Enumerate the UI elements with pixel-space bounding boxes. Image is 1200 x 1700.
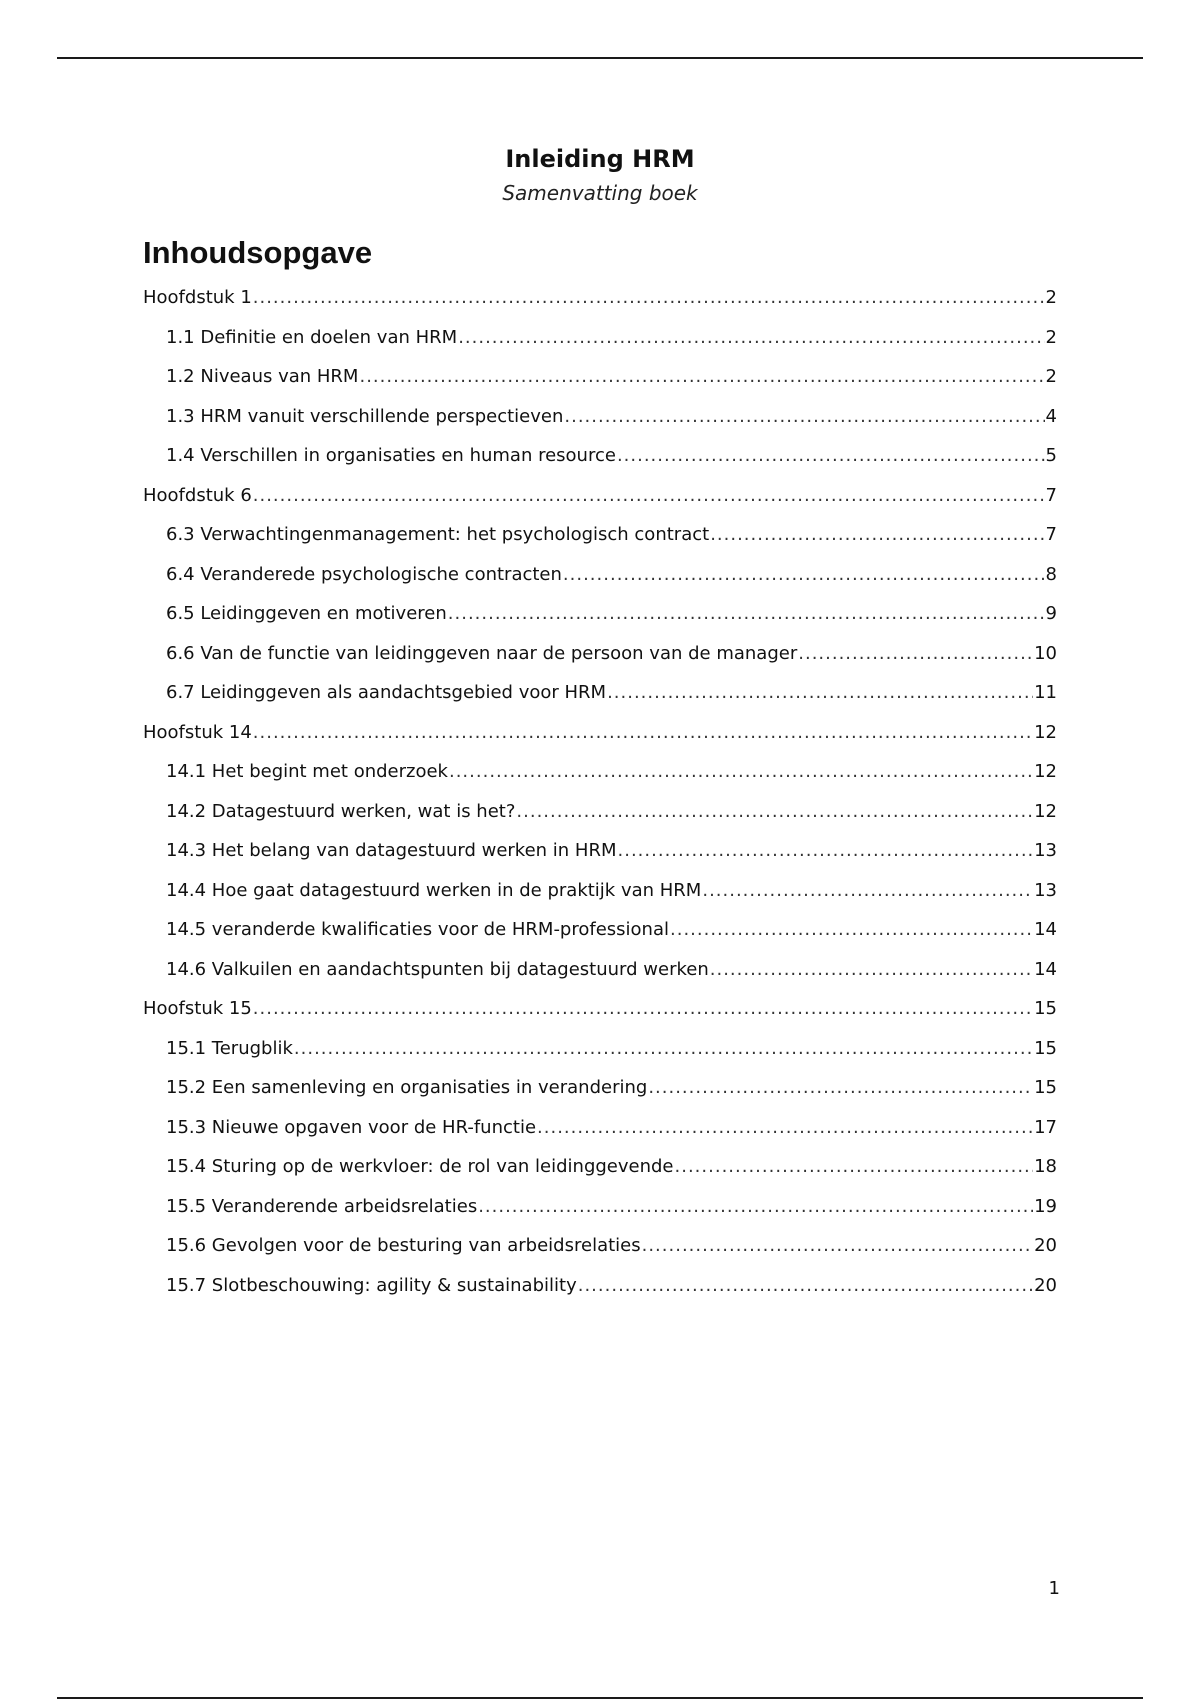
toc-entry-page: 7 bbox=[1045, 524, 1057, 545]
toc-dot-leader bbox=[675, 1156, 1034, 1177]
page-number: 1 bbox=[1048, 1578, 1060, 1599]
toc-entry-page: 18 bbox=[1034, 1156, 1057, 1177]
toc-heading: Inhoudsopgave bbox=[143, 235, 373, 270]
toc-entry-label: Hoofstuk 15 bbox=[143, 998, 252, 1019]
toc-entry-label: Hoofstuk 14 bbox=[143, 721, 252, 743]
toc-section-entry[interactable] bbox=[143, 524, 1057, 564]
toc-dot-leader bbox=[516, 801, 1033, 822]
document-subtitle: Samenvatting boek bbox=[502, 181, 698, 205]
toc-dot-leader bbox=[253, 998, 1033, 1019]
toc-chapter-entry[interactable] bbox=[143, 998, 1057, 1038]
toc-entry-label: 6.4 Veranderede psychologische contracten bbox=[166, 563, 562, 585]
toc-entry-label: 15.7 Slotbeschouwing: agility & sustainability bbox=[166, 1274, 577, 1296]
footer-rule bbox=[57, 1697, 1143, 1699]
toc-entry-label: 6.5 Leidinggeven en motiveren bbox=[166, 603, 447, 624]
toc-entry-label: 1.2 Niveaus van HRM bbox=[166, 366, 359, 387]
toc-entry-page: 9 bbox=[1045, 603, 1057, 624]
toc-entry-label: 15.2 Een samenleving en organisaties in verandering bbox=[166, 1077, 648, 1098]
toc-entry-page: 13 bbox=[1034, 879, 1057, 901]
toc-entry-page: 15 bbox=[1034, 1037, 1057, 1059]
table-of-contents bbox=[143, 287, 1057, 1314]
toc-section-entry[interactable] bbox=[143, 761, 1057, 801]
toc-dot-leader bbox=[253, 287, 1045, 308]
toc-dot-leader bbox=[607, 682, 1033, 703]
toc-entry-label: 15.6 Gevolgen voor de besturing van arbeidsrelaties bbox=[166, 1235, 641, 1256]
toc-entry-label: 6.7 Leidinggeven als aandachtsgebied voor HRM bbox=[166, 682, 607, 703]
toc-entry-label: 14.4 Hoe gaat datagestuurd werken in de praktijk van HRM bbox=[166, 879, 702, 901]
toc-dot-leader bbox=[449, 761, 1033, 782]
toc-entry-page: 12 bbox=[1034, 721, 1057, 743]
toc-entry-page: 2 bbox=[1045, 287, 1057, 308]
toc-section-entry[interactable] bbox=[143, 682, 1057, 722]
toc-dot-leader bbox=[710, 959, 1033, 980]
toc-dot-leader bbox=[253, 722, 1033, 743]
toc-section-entry[interactable] bbox=[143, 1117, 1057, 1157]
toc-entry-page: 14 bbox=[1034, 919, 1057, 940]
toc-dot-leader bbox=[253, 485, 1045, 506]
toc-dot-leader bbox=[642, 1235, 1033, 1256]
toc-chapter-entry[interactable] bbox=[143, 287, 1057, 327]
toc-entry-label: 15.4 Sturing op de werkvloer: de rol van leidinggevende bbox=[166, 1156, 674, 1177]
toc-dot-leader bbox=[294, 1038, 1033, 1059]
toc-dot-leader bbox=[458, 327, 1044, 348]
toc-dot-leader bbox=[563, 564, 1045, 585]
toc-dot-leader bbox=[537, 1117, 1033, 1138]
toc-entry-page: 10 bbox=[1034, 642, 1057, 664]
toc-section-entry[interactable] bbox=[143, 327, 1057, 367]
toc-entry-label: 1.1 Definitie en doelen van HRM bbox=[166, 326, 458, 348]
toc-entry-page: 13 bbox=[1034, 840, 1057, 861]
toc-section-entry[interactable] bbox=[143, 406, 1057, 446]
toc-entry-page: 17 bbox=[1034, 1116, 1057, 1138]
toc-dot-leader bbox=[448, 603, 1045, 624]
toc-entry-page: 2 bbox=[1045, 326, 1057, 348]
toc-section-entry[interactable] bbox=[143, 1156, 1057, 1196]
toc-entry-label: 14.6 Valkuilen en aandachtspunten bij datagestuurd werken bbox=[166, 958, 709, 980]
toc-dot-leader bbox=[564, 406, 1044, 427]
toc-entry-label: 15.1 Terugblik bbox=[166, 1037, 293, 1059]
toc-section-entry[interactable] bbox=[143, 643, 1057, 683]
toc-chapter-entry[interactable] bbox=[143, 722, 1057, 762]
toc-entry-label: 14.3 Het belang van datagestuurd werken in HRM bbox=[166, 840, 617, 861]
toc-entry-page: 2 bbox=[1045, 366, 1057, 387]
toc-section-entry[interactable] bbox=[143, 880, 1057, 920]
toc-dot-leader bbox=[578, 1275, 1033, 1296]
toc-section-entry[interactable] bbox=[143, 840, 1057, 880]
toc-dot-leader bbox=[618, 840, 1034, 861]
toc-entry-page: 14 bbox=[1034, 958, 1057, 980]
toc-entry-label: Hoofdstuk 6 bbox=[143, 484, 252, 506]
toc-entry-page: 20 bbox=[1034, 1274, 1057, 1296]
toc-section-entry[interactable] bbox=[143, 1235, 1057, 1275]
toc-dot-leader bbox=[702, 880, 1033, 901]
header-rule bbox=[57, 57, 1143, 59]
toc-dot-leader bbox=[710, 524, 1044, 545]
toc-entry-page: 8 bbox=[1045, 563, 1057, 585]
toc-entry-page: 20 bbox=[1034, 1235, 1057, 1256]
toc-entry-page: 15 bbox=[1034, 998, 1057, 1019]
toc-dot-leader bbox=[617, 445, 1045, 466]
toc-entry-label: 6.3 Verwachtingenmanagement: het psychologisch contract bbox=[166, 524, 710, 545]
document-title: Inleiding HRM bbox=[505, 145, 695, 173]
toc-entry-label: Hoofdstuk 1 bbox=[143, 287, 252, 308]
toc-section-entry[interactable] bbox=[143, 603, 1057, 643]
toc-dot-leader bbox=[478, 1196, 1033, 1217]
toc-entry-page: 7 bbox=[1045, 484, 1057, 506]
toc-section-entry[interactable] bbox=[143, 919, 1057, 959]
toc-entry-label: 1.3 HRM vanuit verschillende perspectieven bbox=[166, 405, 564, 427]
toc-entry-label: 14.5 veranderde kwalificaties voor de HRM-professional bbox=[166, 919, 669, 940]
toc-entry-label: 15.3 Nieuwe opgaven voor de HR-functie bbox=[166, 1116, 537, 1138]
toc-section-entry[interactable] bbox=[143, 366, 1057, 406]
toc-section-entry[interactable] bbox=[143, 1038, 1057, 1078]
toc-entry-label: 14.2 Datagestuurd werken, wat is het? bbox=[166, 800, 516, 822]
toc-entry-label: 15.5 Veranderende arbeidsrelaties bbox=[166, 1195, 478, 1217]
toc-entry-page: 12 bbox=[1034, 761, 1057, 782]
toc-section-entry[interactable] bbox=[143, 445, 1057, 485]
toc-section-entry[interactable] bbox=[143, 564, 1057, 604]
toc-dot-leader bbox=[359, 366, 1044, 387]
toc-entry-page: 11 bbox=[1034, 682, 1057, 703]
toc-entry-label: 6.6 Van de functie van leidinggeven naar de persoon van de manager bbox=[166, 642, 798, 664]
toc-entry-page: 19 bbox=[1034, 1195, 1057, 1217]
toc-section-entry[interactable] bbox=[143, 1275, 1057, 1315]
toc-chapter-entry[interactable] bbox=[143, 485, 1057, 525]
toc-entry-page: 15 bbox=[1034, 1077, 1057, 1098]
toc-entry-page: 4 bbox=[1045, 405, 1057, 427]
toc-entry-page: 5 bbox=[1045, 445, 1057, 466]
toc-dot-leader bbox=[648, 1077, 1033, 1098]
toc-section-entry[interactable] bbox=[143, 1077, 1057, 1117]
toc-dot-leader bbox=[798, 643, 1033, 664]
toc-entry-label: 14.1 Het begint met onderzoek bbox=[166, 761, 448, 782]
toc-section-entry[interactable] bbox=[143, 801, 1057, 841]
toc-section-entry[interactable] bbox=[143, 959, 1057, 999]
toc-entry-label: 1.4 Verschillen in organisaties en human resource bbox=[166, 445, 616, 466]
toc-dot-leader bbox=[670, 919, 1033, 940]
toc-entry-page: 12 bbox=[1034, 800, 1057, 822]
toc-section-entry[interactable] bbox=[143, 1196, 1057, 1236]
